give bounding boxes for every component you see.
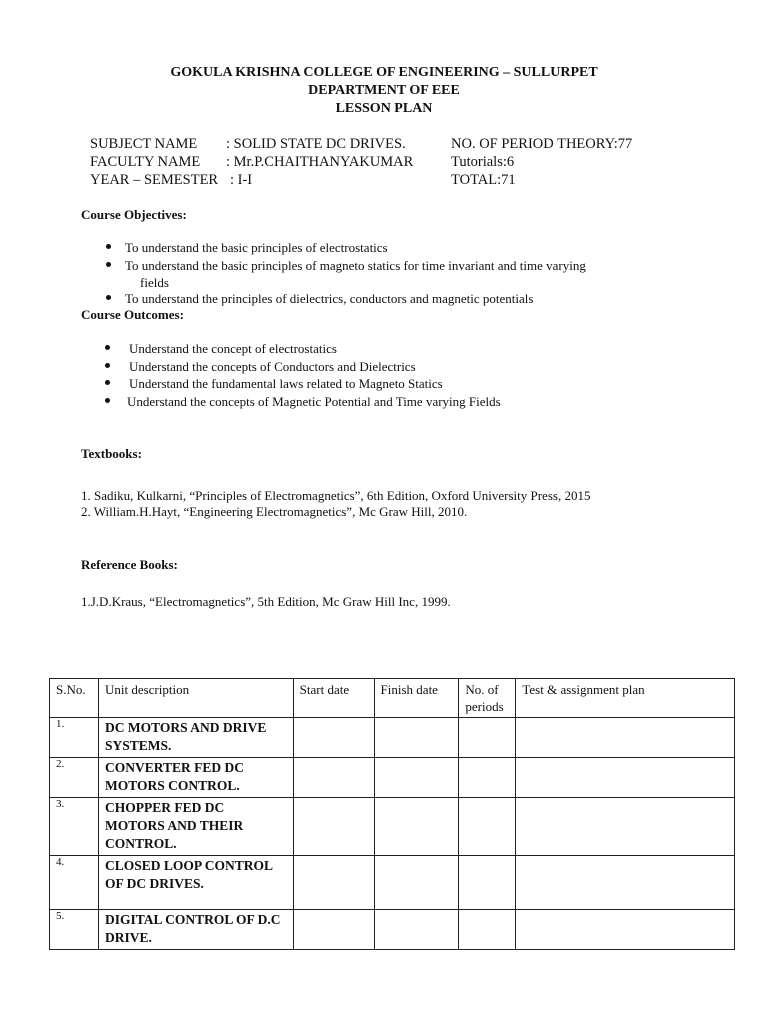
faculty-value: : Mr.P.CHAITHANYAKUMAR <box>226 154 414 170</box>
year-semester-label: YEAR – SEMESTER <box>90 172 219 188</box>
bullet-icon <box>106 244 111 249</box>
objective-item: To understand the principles of dielectrics, conductors and magnetic potentials <box>125 291 534 306</box>
row-plan <box>516 910 735 950</box>
row-unit: CHOPPER FED DC MOTORS AND THEIR CONTROL. <box>98 798 293 856</box>
row-periods <box>459 798 516 856</box>
row-start-date <box>293 798 374 856</box>
table-header-row <box>50 679 735 718</box>
bullet-icon <box>105 380 110 385</box>
subject-label: SUBJECT NAME <box>90 136 198 152</box>
col-header-plan: Test & assignment plan <box>516 679 735 718</box>
row-finish-date <box>374 718 459 758</box>
col-header-start-date: Start date <box>293 679 374 718</box>
row-plan <box>516 798 735 856</box>
course-objectives-heading: Course Objectives: <box>81 207 187 222</box>
textbooks-heading: Textbooks: <box>81 446 142 461</box>
row-sno: 2. <box>50 758 99 798</box>
subject-value: : SOLID STATE DC DRIVES. <box>226 136 406 152</box>
reference-item: 1.J.D.Kraus, “Electromagnetics”, 5th Edition, Mc Graw Hill Inc, 1999. <box>81 594 451 609</box>
col-header-periods: No. of periods <box>459 679 516 718</box>
lesson-plan-table <box>49 678 735 950</box>
bullet-icon <box>105 363 110 368</box>
row-periods <box>459 910 516 950</box>
row-start-date <box>293 718 374 758</box>
row-unit: CONVERTER FED DC MOTORS CONTROL. <box>98 758 293 798</box>
row-sno: 1. <box>50 718 99 758</box>
textbook-item: 2. William.H.Hayt, “Engineering Electromagnetics”, Mc Graw Hill, 2010. <box>81 504 468 519</box>
tutorials: Tutorials:6 <box>451 154 515 170</box>
row-finish-date <box>374 910 459 950</box>
course-outcomes-heading: Course Outcomes: <box>81 307 184 322</box>
outcome-item: Understand the concepts of Conductors and Dielectrics <box>129 359 416 374</box>
bullet-icon <box>105 345 110 350</box>
row-unit: DC MOTORS AND DRIVE SYSTEMS. <box>98 718 293 758</box>
row-periods <box>459 758 516 798</box>
row-unit: CLOSED LOOP CONTROL OF DC DRIVES. <box>98 856 293 910</box>
textbook-item: 1. Sadiku, Kulkarni, “Principles of Electromagnetics”, 6th Edition, Oxford University Press, 2015 <box>81 488 591 503</box>
outcome-item: Understand the concept of electrostatics <box>129 341 337 356</box>
document-title: LESSON PLAN <box>335 101 433 116</box>
row-start-date <box>293 856 374 910</box>
table-row <box>50 758 735 798</box>
row-periods <box>459 718 516 758</box>
objective-item: To understand the basic principles of magneto statics for time invariant and time varying <box>125 258 586 273</box>
row-sno: 4. <box>50 856 99 910</box>
outcome-item: Understand the concepts of Magnetic Potential and Time varying Fields <box>127 394 501 409</box>
col-header-sno: S.No. <box>50 679 99 718</box>
col-header-unit: Unit description <box>98 679 293 718</box>
row-start-date <box>293 758 374 798</box>
row-sno: 5. <box>50 910 99 950</box>
row-finish-date <box>374 856 459 910</box>
objective-item: To understand the basic principles of electrostatics <box>125 240 388 255</box>
row-unit: DIGITAL CONTROL OF D.C DRIVE. <box>98 910 293 950</box>
col-header-finish-date: Finish date <box>374 679 459 718</box>
table-row <box>50 718 735 758</box>
bullet-icon <box>106 295 111 300</box>
total-periods: TOTAL:71 <box>451 172 516 188</box>
row-plan <box>516 718 735 758</box>
outcome-item: Understand the fundamental laws related to Magneto Statics <box>129 376 443 391</box>
faculty-label: FACULTY NAME <box>90 154 201 170</box>
bullet-icon <box>106 262 111 267</box>
row-plan <box>516 856 735 910</box>
periods-theory: NO. OF PERIOD THEORY:77 <box>451 136 633 152</box>
row-finish-date <box>374 758 459 798</box>
row-sno: 3. <box>50 798 99 856</box>
row-periods <box>459 856 516 910</box>
department-name: DEPARTMENT OF EEE <box>308 83 460 98</box>
year-semester-value: : I-I <box>230 172 253 188</box>
bullet-icon <box>105 398 110 403</box>
table-row <box>50 856 735 910</box>
row-start-date <box>293 910 374 950</box>
row-plan <box>516 758 735 798</box>
table-row <box>50 798 735 856</box>
table-row <box>50 910 735 950</box>
objective-item-continuation: fields <box>140 275 169 290</box>
college-name: GOKULA KRISHNA COLLEGE OF ENGINEERING – SULLURPET <box>170 65 598 80</box>
reference-books-heading: Reference Books: <box>81 557 178 572</box>
row-finish-date <box>374 798 459 856</box>
